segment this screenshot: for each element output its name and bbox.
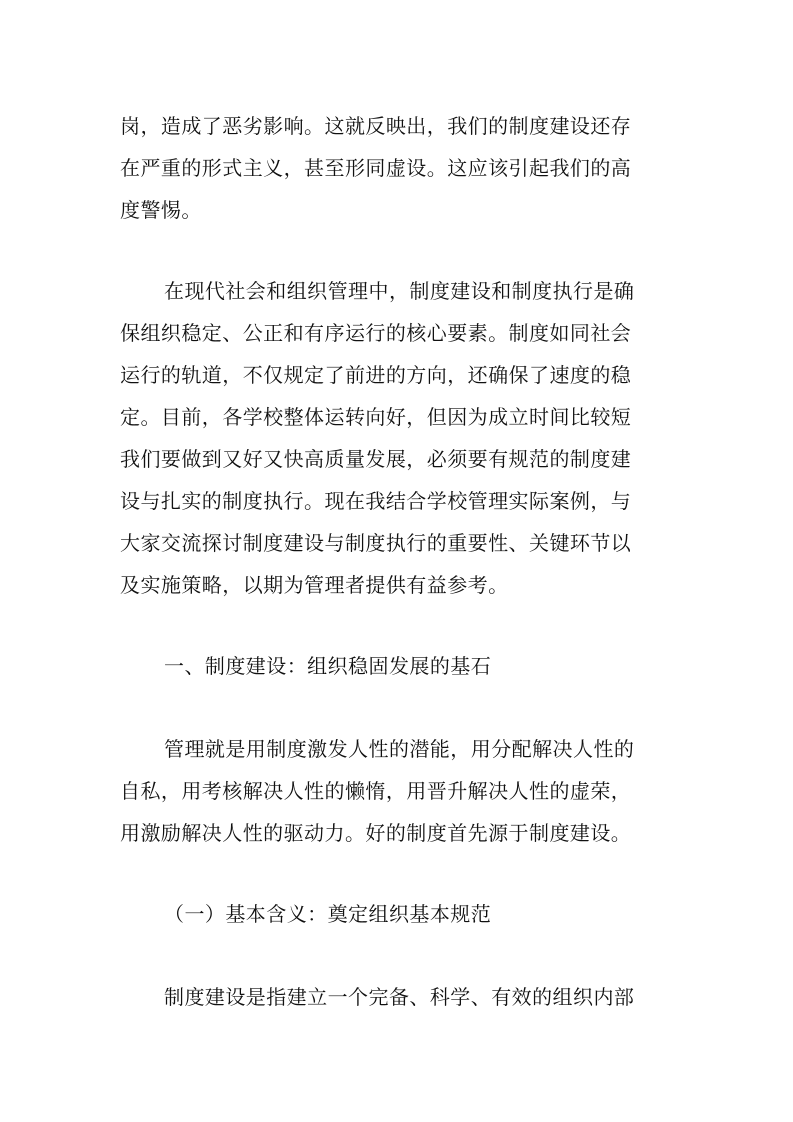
text-line: 制度建设是指建立一个完备、科学、有效的组织内部	[164, 985, 635, 1009]
text-line: 度警惕。	[120, 198, 202, 222]
text-line: 管理就是用制度激发人性的潜能，用分配解决人性的	[164, 737, 635, 761]
text-line: 用激励解决人性的驱动力。好的制度首先源于制度建设。	[120, 821, 632, 845]
section-heading: 一、制度建设：组织稳固发展的基石	[164, 654, 492, 678]
text-line: 设与扎实的制度执行。现在我结合学校管理实际案例，与	[120, 489, 632, 513]
subsection-heading: （一）基本含义：奠定组织基本规范	[164, 902, 492, 926]
text-line: 岗，造成了恶劣影响。这就反映出，我们的制度建设还存	[120, 114, 632, 138]
text-line: 在严重的形式主义，甚至形同虚设。这应该引起我们的高	[120, 156, 632, 180]
text-line: 保组织稳定、公正和有序运行的核心要素。制度如同社会	[120, 321, 632, 345]
text-line: 及实施策略，以期为管理者提供有益参考。	[120, 573, 509, 597]
text-line: 在现代社会和组织管理中，制度建设和制度执行是确	[164, 279, 635, 303]
text-line: 自私，用考核解决人性的懒惰，用晋升解决人性的虚荣，	[120, 779, 632, 803]
text-line: 定。目前，各学校整体运转向好，但因为成立时间比较短	[120, 405, 632, 429]
text-line: 我们要做到又好又快高质量发展，必须要有规范的制度建	[120, 447, 632, 471]
text-line: 运行的轨道，不仅规定了前进的方向，还确保了速度的稳	[120, 363, 632, 387]
text-line: 大家交流探讨制度建设与制度执行的重要性、关键环节以	[120, 531, 632, 555]
